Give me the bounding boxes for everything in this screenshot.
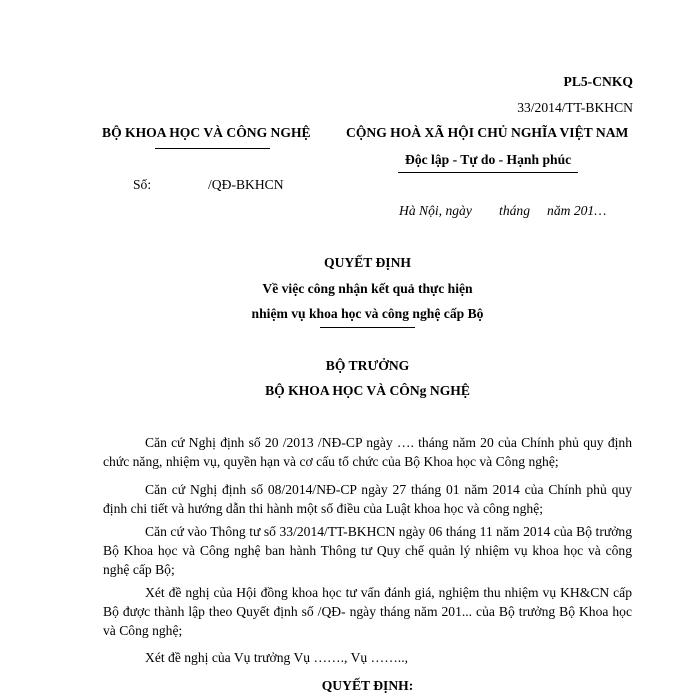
document-number-label: Số: — [133, 177, 152, 192]
national-motto: Độc lập - Tự do - Hạnh phúc — [405, 152, 572, 167]
decision-title: QUYẾT ĐỊNH — [324, 255, 411, 270]
appendix-code: PL5-CNKQ — [563, 74, 633, 89]
decision-subject-line1: Về việc công nhận kết quả thực hiện — [262, 281, 473, 296]
subject-underline — [320, 327, 415, 328]
recital-paragraph-3: Căn cứ vào Thông tư số 33/2014/TT-BKHCN ngày 06 tháng 11 năm 2014 của Bộ trưởng Bộ Khoa học và Công nghệ ban hành Thông tư Quy chế quản lý nhiệm vụ khoa học và công nghệ cấp Bộ; — [103, 524, 632, 577]
document-number-suffix: /QĐ-BKHCN — [208, 177, 284, 192]
ministry-underline — [155, 148, 270, 149]
authority-title: BỘ TRƯỞNG — [325, 358, 410, 373]
ministry-name: BỘ KHOA HỌC VÀ CÔNG NGHỆ — [102, 125, 311, 140]
circular-reference: 33/2014/TT-BKHCN — [517, 100, 633, 115]
authority-ministry: BỘ KHOA HỌC VÀ CÔNg NGHỆ — [265, 383, 470, 398]
recital-paragraph-4: Xét đề nghị của Hội đồng khoa học tư vấn đánh giá, nghiệm thu nhiệm vụ KH&CN cấp Bộ được thành lập theo Quyết định số /QĐ- ngày tháng năm 201... của Bộ trưởng Bộ Khoa học và Công nghệ; — [103, 585, 632, 638]
recital-paragraph-2: Căn cứ Nghị định số 08/2014/NĐ-CP ngày 27 tháng 01 năm 2014 của Chính phủ quy định chi tiết và hướng dẫn thi hành một số điều của Luật khoa học và công nghệ; — [103, 482, 632, 516]
place-and-date: Hà Nội, ngày tháng năm 201… — [399, 203, 607, 218]
motto-underline — [398, 172, 578, 173]
decision-section-heading: QUYẾT ĐỊNH: — [321, 678, 414, 693]
recital-paragraph-1: Căn cứ Nghị định số 20 /2013 /NĐ-CP ngày …. tháng năm 20 của Chính phủ quy định chức năng, nhiệm vụ, quyền hạn và cơ cấu tổ chức của Bộ Khoa học và Công nghệ; — [103, 435, 632, 469]
decision-subject-line2: nhiệm vụ khoa học và công nghệ cấp Bộ — [251, 306, 484, 321]
republic-title: CỘNG HOÀ XÃ HỘI CHỦ NGHĨA VIỆT NAM — [346, 125, 629, 140]
recital-paragraph-5: Xét đề nghị của Vụ trưởng Vụ ……., Vụ …….., — [145, 650, 409, 665]
